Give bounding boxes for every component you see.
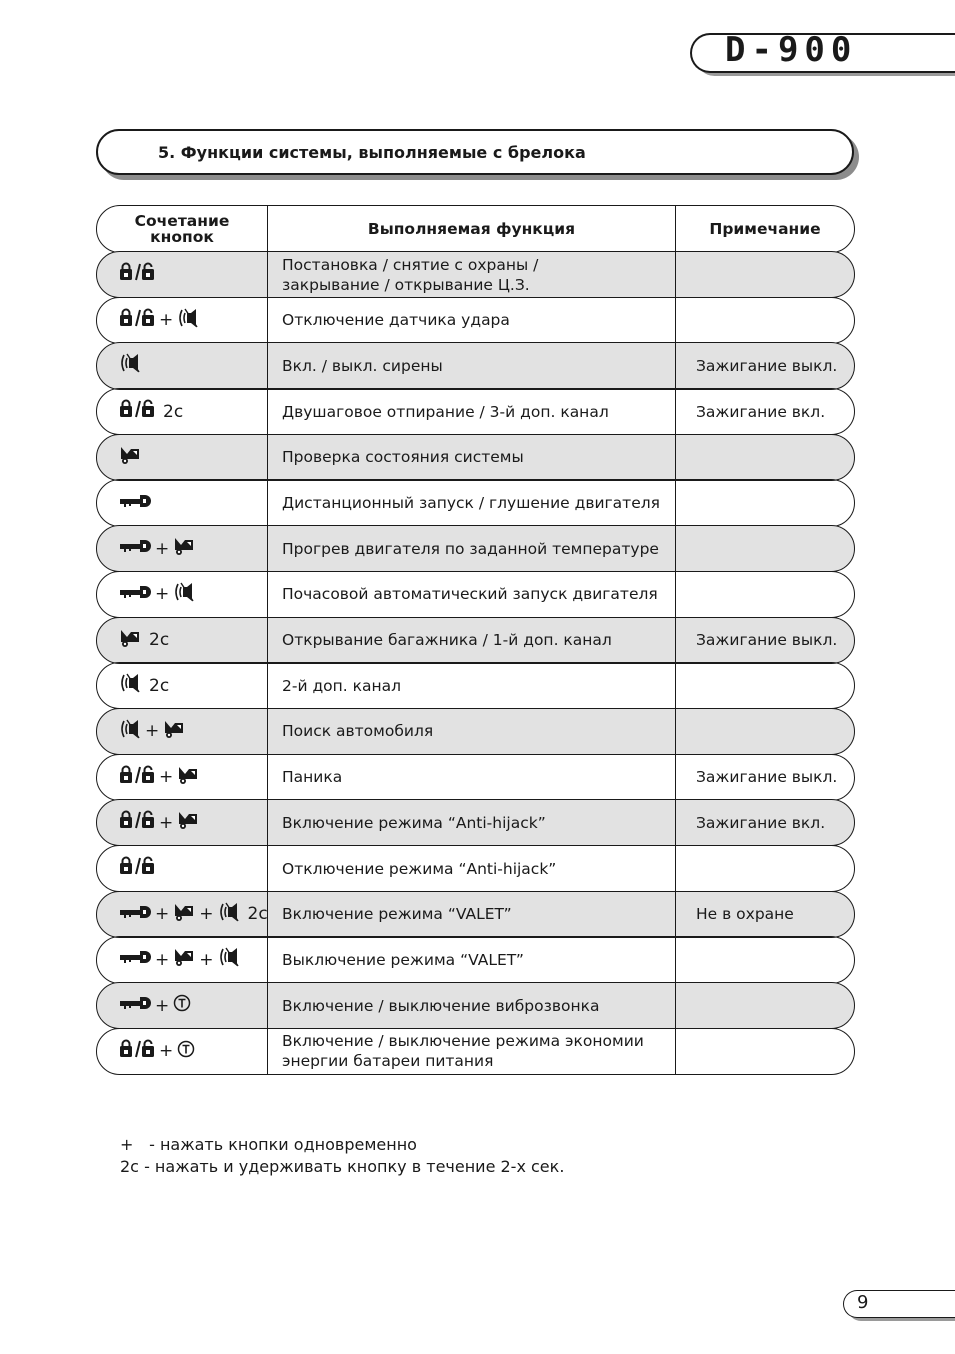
- footnotes: [120, 1134, 564, 1178]
- button-combo-cell: [97, 618, 268, 663]
- function-cell: [268, 389, 676, 434]
- engine-key-icon: [119, 493, 151, 514]
- table-row: [96, 799, 855, 846]
- footnote-plus-text: - нажать кнопки одновременно: [144, 1135, 417, 1154]
- button-combo-cell: [97, 526, 268, 571]
- plus-sign: +: [199, 949, 214, 970]
- note-cell: Зажигание выкл.: [696, 768, 838, 787]
- car-trunk-icon: [163, 719, 185, 744]
- siren-shock-icon: [177, 307, 199, 334]
- note-cell: [676, 1029, 854, 1074]
- table-header: [96, 205, 855, 253]
- button-combo-cell: [97, 572, 268, 617]
- function-text: Проверка состояния системы: [282, 448, 524, 467]
- siren-shock-icon: [119, 672, 141, 699]
- table-row: [96, 297, 855, 344]
- siren-shock-icon: [119, 718, 141, 745]
- function-text: Дистанционный запуск / глушение двигателя: [282, 494, 660, 513]
- note-cell: Не в охране: [696, 905, 794, 924]
- lock-unlock-icon: [119, 1039, 155, 1064]
- table-row: [96, 342, 855, 389]
- function-text: Включение / выключение режима экономии энергии батареи питания: [282, 1032, 644, 1071]
- car-trunk-icon: [177, 765, 199, 790]
- plus-sign: +: [155, 995, 170, 1016]
- button-combo-cell: [97, 298, 268, 343]
- plus-sign: +: [159, 310, 174, 331]
- function-cell: [268, 800, 676, 845]
- table-row: [96, 936, 855, 983]
- plus-sign: +: [155, 904, 170, 925]
- function-text: Почасовой автоматический запуск двигателя: [282, 585, 658, 604]
- function-text: Отключение режима “Anti-hijack”: [282, 859, 557, 878]
- lock-unlock-icon: [119, 308, 155, 333]
- siren-shock-icon: [218, 946, 240, 973]
- button-combo-cell: [97, 252, 268, 297]
- function-text: 2-й доп. канал: [282, 676, 402, 695]
- plus-sign: +: [199, 904, 214, 925]
- car-trunk-icon: [177, 810, 199, 835]
- column-header-combo-label: Сочетание кнопок: [134, 211, 230, 246]
- column-header-combo: [97, 206, 268, 252]
- function-text: Паника: [282, 768, 343, 787]
- car-trunk-icon: [173, 947, 195, 972]
- function-cell: [268, 937, 676, 982]
- hold-duration: 2с: [247, 904, 268, 925]
- function-cell: [268, 526, 676, 571]
- plus-sign: +: [159, 812, 174, 833]
- button-combo-cell: [97, 800, 268, 845]
- table-row: [96, 434, 855, 481]
- function-cell: [268, 709, 676, 754]
- footnote-plus-symbol: +: [120, 1135, 134, 1154]
- lock-unlock-icon: [119, 765, 155, 790]
- button-combo-cell: [97, 892, 268, 937]
- function-text: Вкл. / выкл. сирены: [282, 356, 443, 375]
- function-text: Включение режима “VALET”: [282, 905, 512, 924]
- function-text: Выключение режима “VALET”: [282, 950, 524, 969]
- table-row: [96, 708, 855, 755]
- siren-shock-icon: [119, 352, 141, 379]
- note-cell: Зажигание выкл.: [696, 356, 838, 375]
- hold-duration: 2с: [149, 630, 170, 651]
- note-cell: [676, 480, 854, 525]
- engine-key-icon: [119, 904, 151, 925]
- button-combo-cell: [97, 709, 268, 754]
- plus-sign: +: [145, 721, 160, 742]
- engine-key-icon: [119, 995, 151, 1016]
- note-cell: [676, 572, 854, 617]
- engine-key-icon: [119, 538, 151, 559]
- hold-duration: 2с: [149, 675, 170, 696]
- function-cell: [268, 618, 676, 663]
- button-combo-cell: [97, 755, 268, 800]
- hold-duration: 2с: [163, 401, 184, 422]
- button-combo-cell: [97, 1029, 268, 1074]
- plus-sign: +: [159, 1041, 174, 1062]
- table-row: [96, 891, 855, 938]
- table-row: [96, 1028, 855, 1075]
- function-cell: [268, 663, 676, 708]
- page-number: 9: [857, 1292, 869, 1313]
- table-row: [96, 251, 855, 298]
- column-header-function: Выполняемая функция: [268, 206, 676, 252]
- note-cell: [676, 252, 854, 297]
- button-combo-cell: [97, 435, 268, 480]
- model-name: D-900: [725, 30, 858, 70]
- lock-unlock-icon: [119, 399, 155, 424]
- t-button-icon: [173, 994, 191, 1017]
- function-cell: [268, 572, 676, 617]
- function-text: Открывание багажника / 1-й доп. канал: [282, 631, 612, 650]
- table-row: [96, 571, 855, 618]
- function-cell: [268, 252, 676, 297]
- section-title-box: [96, 129, 854, 175]
- table-row: [96, 525, 855, 572]
- function-cell: [268, 1029, 676, 1074]
- table-row: [96, 617, 855, 664]
- function-text: Прогрев двигателя по заданной температуре: [282, 539, 659, 558]
- table-row: [96, 754, 855, 801]
- plus-sign: +: [155, 949, 170, 970]
- note-cell: Зажигание вкл.: [696, 813, 826, 832]
- function-text: Постановка / снятие с охраны / закрывание / открывание Ц.З.: [282, 255, 539, 294]
- function-cell: [268, 983, 676, 1028]
- function-cell: [268, 892, 676, 937]
- siren-shock-icon: [218, 901, 240, 928]
- plus-sign: +: [159, 767, 174, 788]
- section-title: 5. Функции системы, выполняемые с брелока: [158, 143, 586, 162]
- button-combo-cell: [97, 663, 268, 708]
- button-combo-cell: [97, 983, 268, 1028]
- plus-sign: +: [155, 538, 170, 559]
- plus-sign: +: [155, 584, 170, 605]
- lock-unlock-icon: [119, 810, 155, 835]
- siren-shock-icon: [173, 581, 195, 608]
- function-cell: [268, 298, 676, 343]
- note-cell: [676, 846, 854, 891]
- function-cell: [268, 343, 676, 388]
- note-cell: [676, 663, 854, 708]
- button-combo-cell: [97, 937, 268, 982]
- footnote-plus: [120, 1134, 564, 1156]
- button-combo-cell: [97, 846, 268, 891]
- car-trunk-icon: [173, 902, 195, 927]
- engine-key-icon: [119, 949, 151, 970]
- function-cell: [268, 435, 676, 480]
- car-trunk-icon: [119, 628, 141, 653]
- t-button-icon: [177, 1040, 195, 1063]
- car-trunk-icon: [119, 445, 141, 470]
- footnote-hold: 2с - нажать и удерживать кнопку в течение 2-х сек.: [120, 1157, 565, 1176]
- engine-key-icon: [119, 584, 151, 605]
- note-cell: [676, 983, 854, 1028]
- lock-unlock-icon: [119, 262, 155, 287]
- note-cell: Зажигание вкл.: [696, 402, 826, 421]
- note-cell: [676, 526, 854, 571]
- table-row: [96, 479, 855, 526]
- function-text: Отключение датчика удара: [282, 311, 510, 330]
- button-combo-cell: [97, 389, 268, 434]
- functions-table: [96, 206, 855, 1075]
- note-cell: [676, 937, 854, 982]
- table-row: [96, 982, 855, 1029]
- lock-unlock-icon: [119, 856, 155, 881]
- note-cell: [676, 298, 854, 343]
- function-cell: [268, 755, 676, 800]
- function-text: Включение режима “Anti-hijack”: [282, 813, 546, 832]
- function-cell: [268, 846, 676, 891]
- table-row: [96, 662, 855, 709]
- column-header-note: Примечание: [709, 219, 821, 238]
- button-combo-cell: [97, 343, 268, 388]
- note-cell: [676, 709, 854, 754]
- table-row: [96, 388, 855, 435]
- note-cell: Зажигание выкл.: [696, 631, 838, 650]
- table-row: [96, 845, 855, 892]
- function-text: Включение / выключение виброзвонка: [282, 996, 600, 1015]
- function-text: Поиск автомобиля: [282, 722, 434, 741]
- button-combo-cell: [97, 480, 268, 525]
- note-cell: [676, 435, 854, 480]
- function-cell: [268, 480, 676, 525]
- function-text: Двушаговое отпирание / 3-й доп. канал: [282, 402, 609, 421]
- car-trunk-icon: [173, 536, 195, 561]
